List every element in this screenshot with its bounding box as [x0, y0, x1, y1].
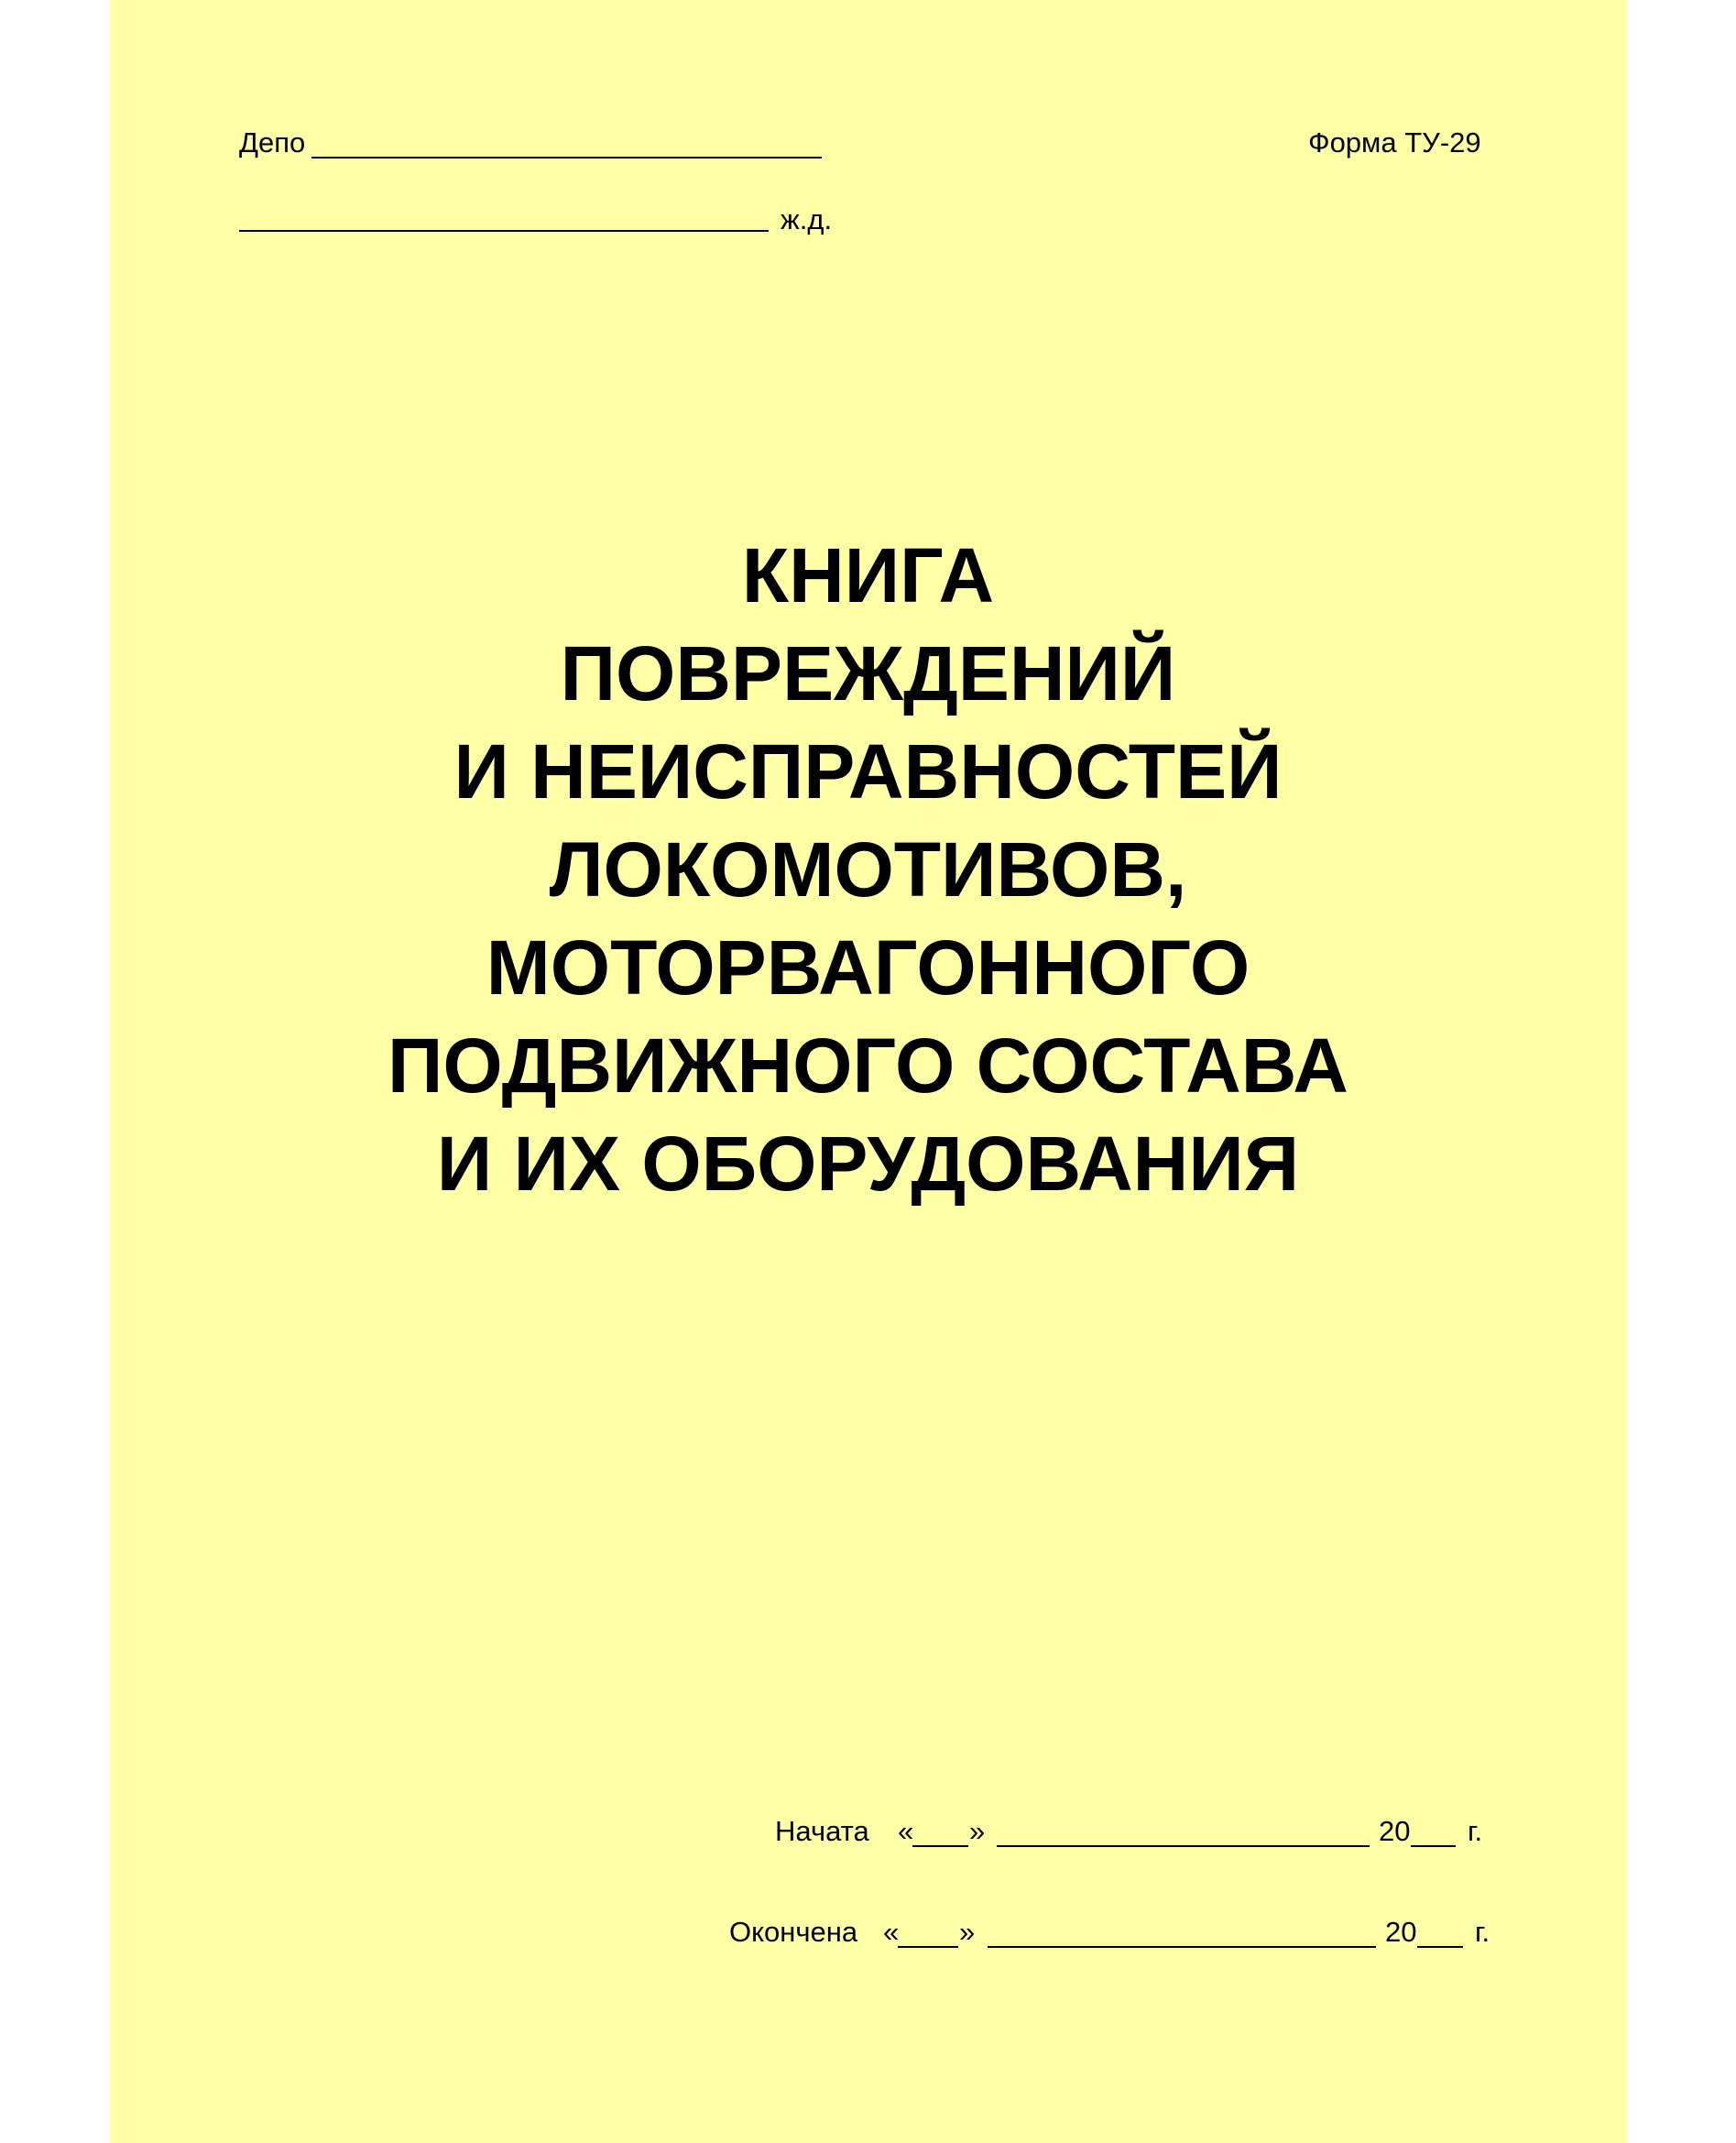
finished-month-blank [988, 1946, 1376, 1948]
depot-label: Депо [239, 126, 306, 159]
started-month-blank [997, 1845, 1370, 1847]
title-line: И НЕИСПРАВНОСТЕЙ [453, 728, 1283, 815]
document-title [110, 527, 1626, 1213]
started-year-blank [1411, 1845, 1456, 1847]
started-year-prefix: 20 [1379, 1815, 1411, 1847]
finished-year-prefix: 20 [1385, 1916, 1417, 1948]
document-cover [110, 0, 1626, 2143]
started-day-blank [912, 1845, 968, 1847]
close-quote: » [959, 1916, 976, 1948]
title-line: ПОДВИЖНОГО СОСТАВА [388, 1022, 1348, 1109]
title-line: ЛОКОМОТИВОВ, [549, 826, 1187, 913]
open-quote: « [883, 1916, 900, 1948]
finished-day-blank [898, 1946, 958, 1948]
railway-suffix: ж.д. [781, 203, 833, 235]
title-line: МОТОРВАГОННОГО [486, 924, 1250, 1011]
open-quote: « [898, 1815, 914, 1847]
finished-year-blank [1417, 1946, 1463, 1948]
finished-year-suffix: г. [1475, 1916, 1490, 1948]
title-line: И ИХ ОБОРУДОВАНИЯ [436, 1121, 1300, 1207]
finished-label: Окончена [729, 1916, 858, 1948]
form-label: Форма ТУ-29 [1308, 126, 1481, 159]
started-year-suffix: г. [1468, 1815, 1483, 1847]
close-quote: » [969, 1815, 986, 1847]
title-line: КНИГА [741, 532, 995, 618]
title-line: ПОВРЕЖДЕНИЙ [560, 630, 1176, 716]
railway-blank-line [239, 230, 769, 232]
started-label: Начата [775, 1815, 869, 1847]
depot-blank-line [311, 157, 822, 159]
